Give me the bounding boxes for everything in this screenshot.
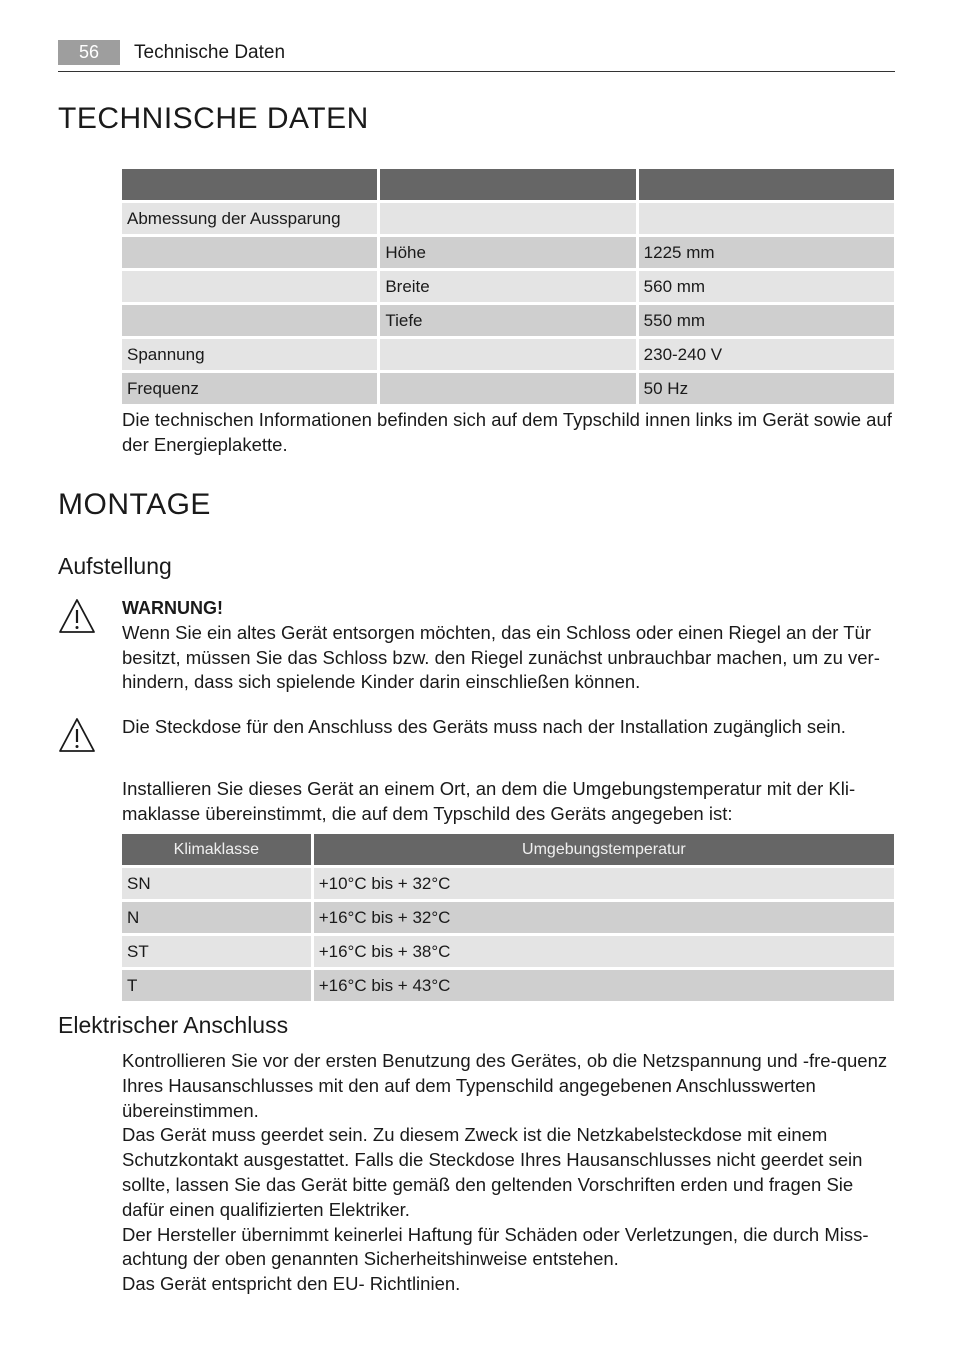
section-title-technische-daten: TECHNISCHE DATEN bbox=[58, 102, 369, 135]
paragraph: Der Hersteller übernimmt keinerlei Haftung für Schäden oder Verletzungen, die durch Miss-achtung der oben genannten Sicherheitshinweise entstehen. bbox=[122, 1223, 869, 1270]
table-cell: Abmessung der Aussparung bbox=[122, 203, 377, 234]
caution-triangle-icon bbox=[58, 717, 96, 753]
table-row bbox=[122, 203, 894, 234]
page-number: 56 bbox=[58, 40, 120, 65]
table-row bbox=[122, 868, 894, 899]
page-header bbox=[58, 40, 895, 72]
table-cell: ST bbox=[122, 936, 311, 967]
warning-block bbox=[122, 596, 894, 695]
paragraph: Das Gerät entspricht den EU- Richtlinien. bbox=[122, 1273, 461, 1295]
table-cell: +16°C bis + 32°C bbox=[314, 902, 894, 933]
table-cell bbox=[380, 373, 635, 404]
table-row bbox=[122, 373, 894, 404]
table-row bbox=[122, 936, 894, 967]
table-cell: Tiefe bbox=[380, 305, 635, 336]
installation-intro: Installieren Sie dieses Gerät an einem Ort, an dem die Umgebungstemperatur mit der Kli-maklasse übereinstimmt, die auf dem Typschild des Geräts angegeben ist: bbox=[122, 778, 856, 824]
table-cell: 560 mm bbox=[639, 271, 894, 302]
table-row bbox=[122, 970, 894, 1001]
table-cell: Spannung bbox=[122, 339, 377, 370]
paragraph: Das Gerät muss geerdet sein. Zu diesem Zweck ist die Netzkabelsteckdose mit einem Schutzkontakt ausgestattet. Falls die Steckdose Ihres Hausanschlusses nicht geerdet sein sollte, lassen Sie das Gerät bitte gemäß den geltenden Vorschriften erden und fragen Sie dafür einen qualifizierten Elektriker. bbox=[122, 1124, 863, 1220]
warning-text: Wenn Sie ein altes Gerät entsorgen möchten, das ein Schloss oder einen Riegel an der Tür besitzt, müssen Sie das Schloss bzw. den Riegel zunächst unbrauchbar machen, um zu ver-hindern, dass sich spielende Kinder darin einschließen können. bbox=[122, 621, 880, 693]
table-cell: N bbox=[122, 902, 311, 933]
table-header-cell: Klimaklasse bbox=[122, 834, 311, 865]
technical-info-note: Die technischen Informationen befinden sich auf dem Typschild innen links im Gerät sowie auf der Energieplakette. bbox=[122, 409, 892, 455]
table-row bbox=[122, 339, 894, 370]
subsection-title-elektrischer-anschluss: Elektrischer Anschluss bbox=[58, 1012, 289, 1038]
table-row bbox=[122, 271, 894, 302]
section-title-montage: MONTAGE bbox=[58, 488, 211, 521]
running-title: Technische Daten bbox=[134, 42, 286, 63]
subsection-title-aufstellung: Aufstellung bbox=[58, 553, 172, 579]
table-cell bbox=[380, 339, 635, 370]
table-cell bbox=[122, 271, 377, 302]
table-cell: 50 Hz bbox=[639, 373, 894, 404]
table-cell: T bbox=[122, 970, 311, 1001]
table-row bbox=[122, 902, 894, 933]
table-cell bbox=[122, 237, 377, 268]
climate-class-table bbox=[119, 831, 897, 1004]
table-cell: 1225 mm bbox=[639, 237, 894, 268]
table-row bbox=[122, 237, 894, 268]
table-cell: +10°C bis + 32°C bbox=[314, 868, 894, 899]
table-cell: Frequenz bbox=[122, 373, 377, 404]
electrical-connection-text bbox=[122, 1049, 894, 1297]
table-cell: 550 mm bbox=[639, 305, 894, 336]
table-header-cell bbox=[380, 169, 635, 200]
technical-data-table bbox=[119, 166, 897, 407]
table-cell: SN bbox=[122, 868, 311, 899]
warning-label: WARNUNG! bbox=[122, 598, 223, 618]
table-cell: +16°C bis + 38°C bbox=[314, 936, 894, 967]
table-cell: +16°C bis + 43°C bbox=[314, 970, 894, 1001]
table-header-cell bbox=[122, 169, 377, 200]
table-cell bbox=[639, 203, 894, 234]
table-cell bbox=[122, 305, 377, 336]
table-cell bbox=[380, 203, 635, 234]
paragraph: Kontrollieren Sie vor der ersten Benutzung des Gerätes, ob die Netzspannung und -fre-quenz Ihres Hausanschlusses mit den auf dem Typenschild angegebenen Anschlusswerten übereinstimmen. bbox=[122, 1050, 888, 1121]
table-row bbox=[122, 305, 894, 336]
table-header-cell: Umgebungstemperatur bbox=[314, 834, 894, 865]
table-cell: Breite bbox=[380, 271, 635, 302]
table-header-row bbox=[122, 169, 894, 200]
table-cell: 230-240 V bbox=[639, 339, 894, 370]
caution-text: Die Steckdose für den Anschluss des Geräts muss nach der Installation zugänglich sein. bbox=[122, 716, 846, 737]
table-cell: Höhe bbox=[380, 237, 635, 268]
table-header-cell bbox=[639, 169, 894, 200]
warning-triangle-icon bbox=[58, 598, 96, 634]
table-header-row bbox=[122, 834, 894, 865]
